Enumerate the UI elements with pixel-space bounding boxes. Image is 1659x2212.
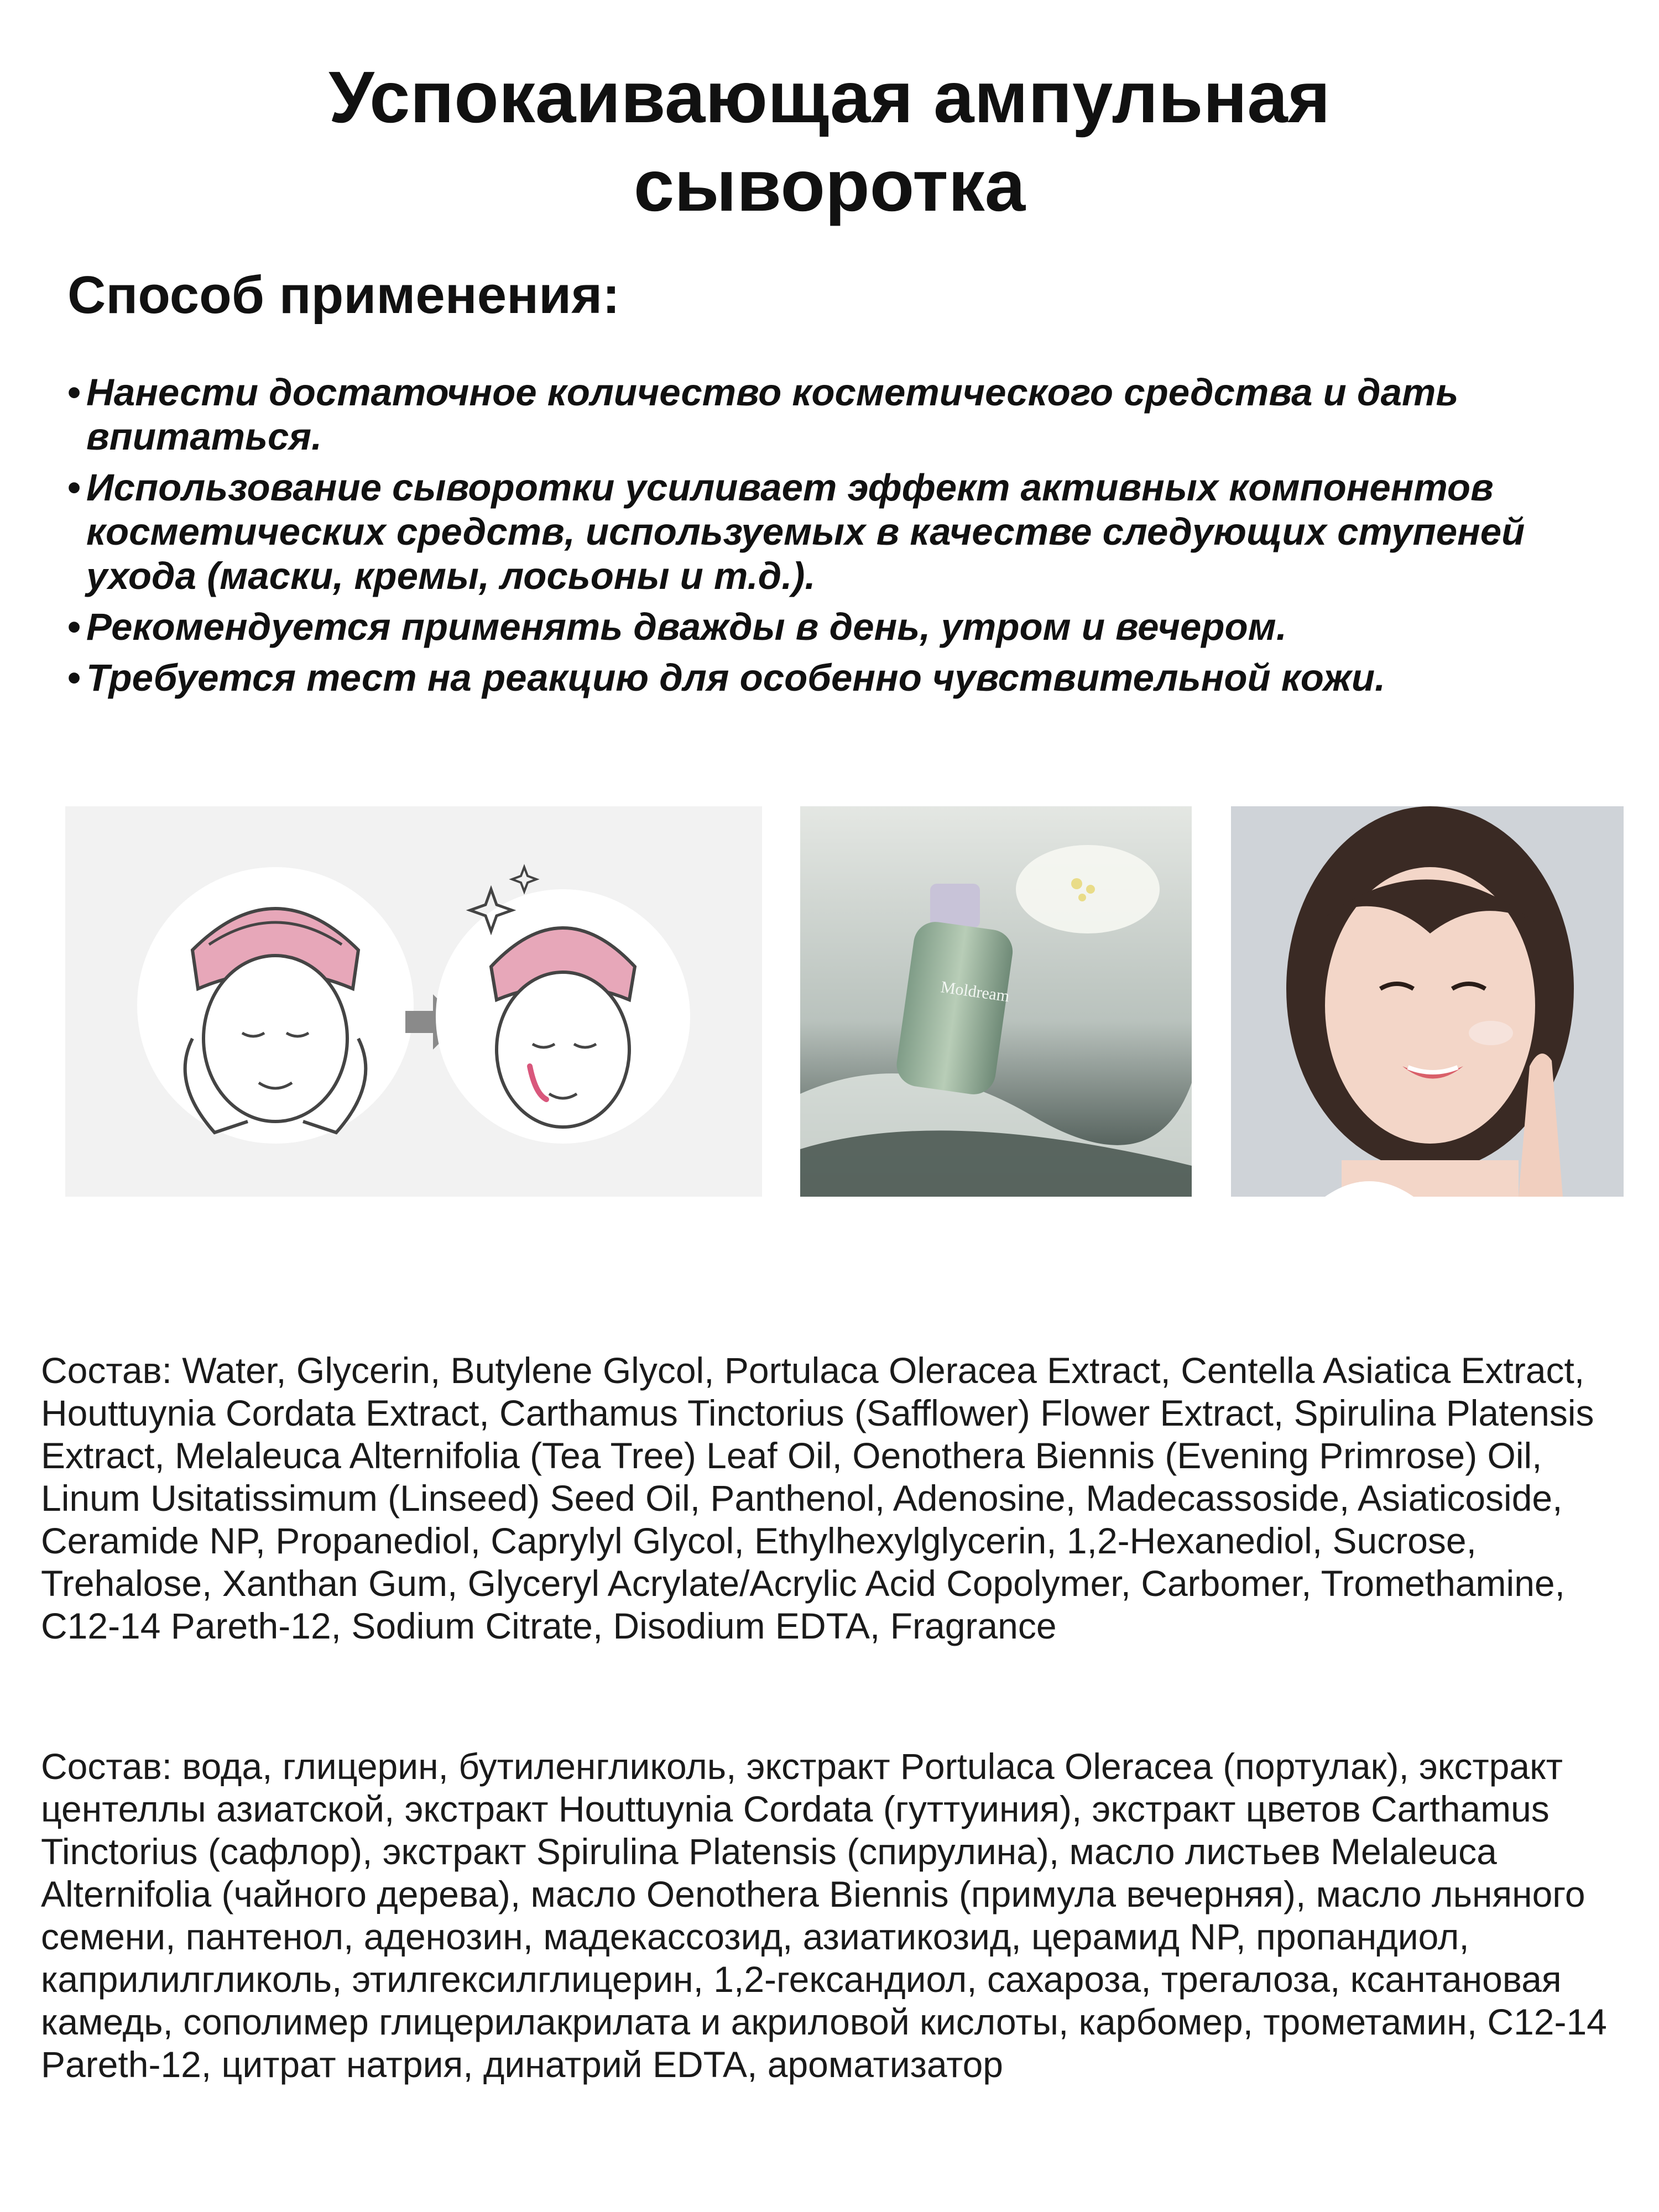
ingredients-english: Состав: Water, Glycerin, Butylene Glycol, Portulaca Oleracea Extract, Centella Asiatica Extract, Houttuynia Cordata Extract, Carthamus Tinctorius (Safflower) Flower Extract, Spirulina Platensis Extract, Melaleuca Alternifolia (Tea Tree) Leaf Oil, Oenothera Biennis (Evening Primrose) Oil, Linum Usitatissimum (Linseed) Seed Oil, Panthenol, Adenosine, Madecassoside, Asiaticoside, Ceramide NP, Propanediol, Caprylyl Glycol, Ethylhexylglycerin, 1,2-Hexanediol, Sucrose, Trehalose, Xanthan Gum, Glyceryl Acrylate/Acrylic Acid Copolymer, Carbomer, Tromethamine, C12-14 Pareth-12, Sodium Citrate, Disodium EDTA, Fragrance [41,1350,1594,1646]
usage-step [67,656,1616,700]
page-title-line-2: сыворотка [633,145,1026,226]
face-washing-illustration-svg [65,806,762,1197]
bullet: • [67,656,81,699]
usage-heading: Способ применения: [67,265,620,325]
page-title-line-1: Успокаивающая ампульная [328,56,1331,138]
usage-step [67,371,1616,459]
face-washing-illustration [65,806,762,1197]
serum-bottle-photo-svg [800,806,1192,1197]
product-brand-text: Moldream [940,978,1011,1006]
model-applying-serum-photo [1231,806,1624,1197]
usage-step [67,605,1616,649]
bullet: • [67,606,81,648]
image-row [0,806,1659,1197]
ingredients-russian: Состав: вода, глицерин, бутиленгликоль, экстракт Portulaca Oleracea (портулак), экстракт центеллы азиатской, экстракт Houttuynia Cordata (гуттуиния), экстракт цветов Carthamus Tinctorius (сафлор), экстракт Spirulina Platensis (спирулина), масло листьев Melaleuca Alternifolia (чайного дерева), масло Oenothera Biennis (примула вечерняя), масло льняного семени, пантенол, аденозин, мадекассозид, азиатикозид, церамид NP, пропандиол, каприлилгликоль, этилгексилглицерин, 1,2-гександиол, сахароза, трегалоза, ксантановая камедь, сополимер глицерилакрилата и акриловой кислоты, карбомер, трометамин, C12-14 Pareth-12, цитрат натрия, динатрий EDTA, ароматизатор [41,1746,1607,2085]
model-photo-svg [1231,806,1624,1197]
usage-steps-list [67,371,1616,707]
bullet: • [67,466,81,509]
usage-step-text: Требуется тест на реакцию для особенно чувствительной кожи. [86,656,1386,699]
bullet: • [67,371,81,414]
page-title [0,53,1659,230]
usage-step-text: Рекомендуется применять дважды в день, утром и вечером. [86,606,1287,648]
usage-step-text: Использование сыворотки усиливает эффект активных компонентов косметических средств, используемых в качестве следующих ступеней ухода (маски, кремы, лосьоны и т.д.). [86,466,1525,597]
usage-step [67,466,1616,598]
usage-step-text: Нанести достаточное количество косметического средства и дать впитаться. [86,371,1459,458]
serum-bottle-photo [800,806,1192,1197]
